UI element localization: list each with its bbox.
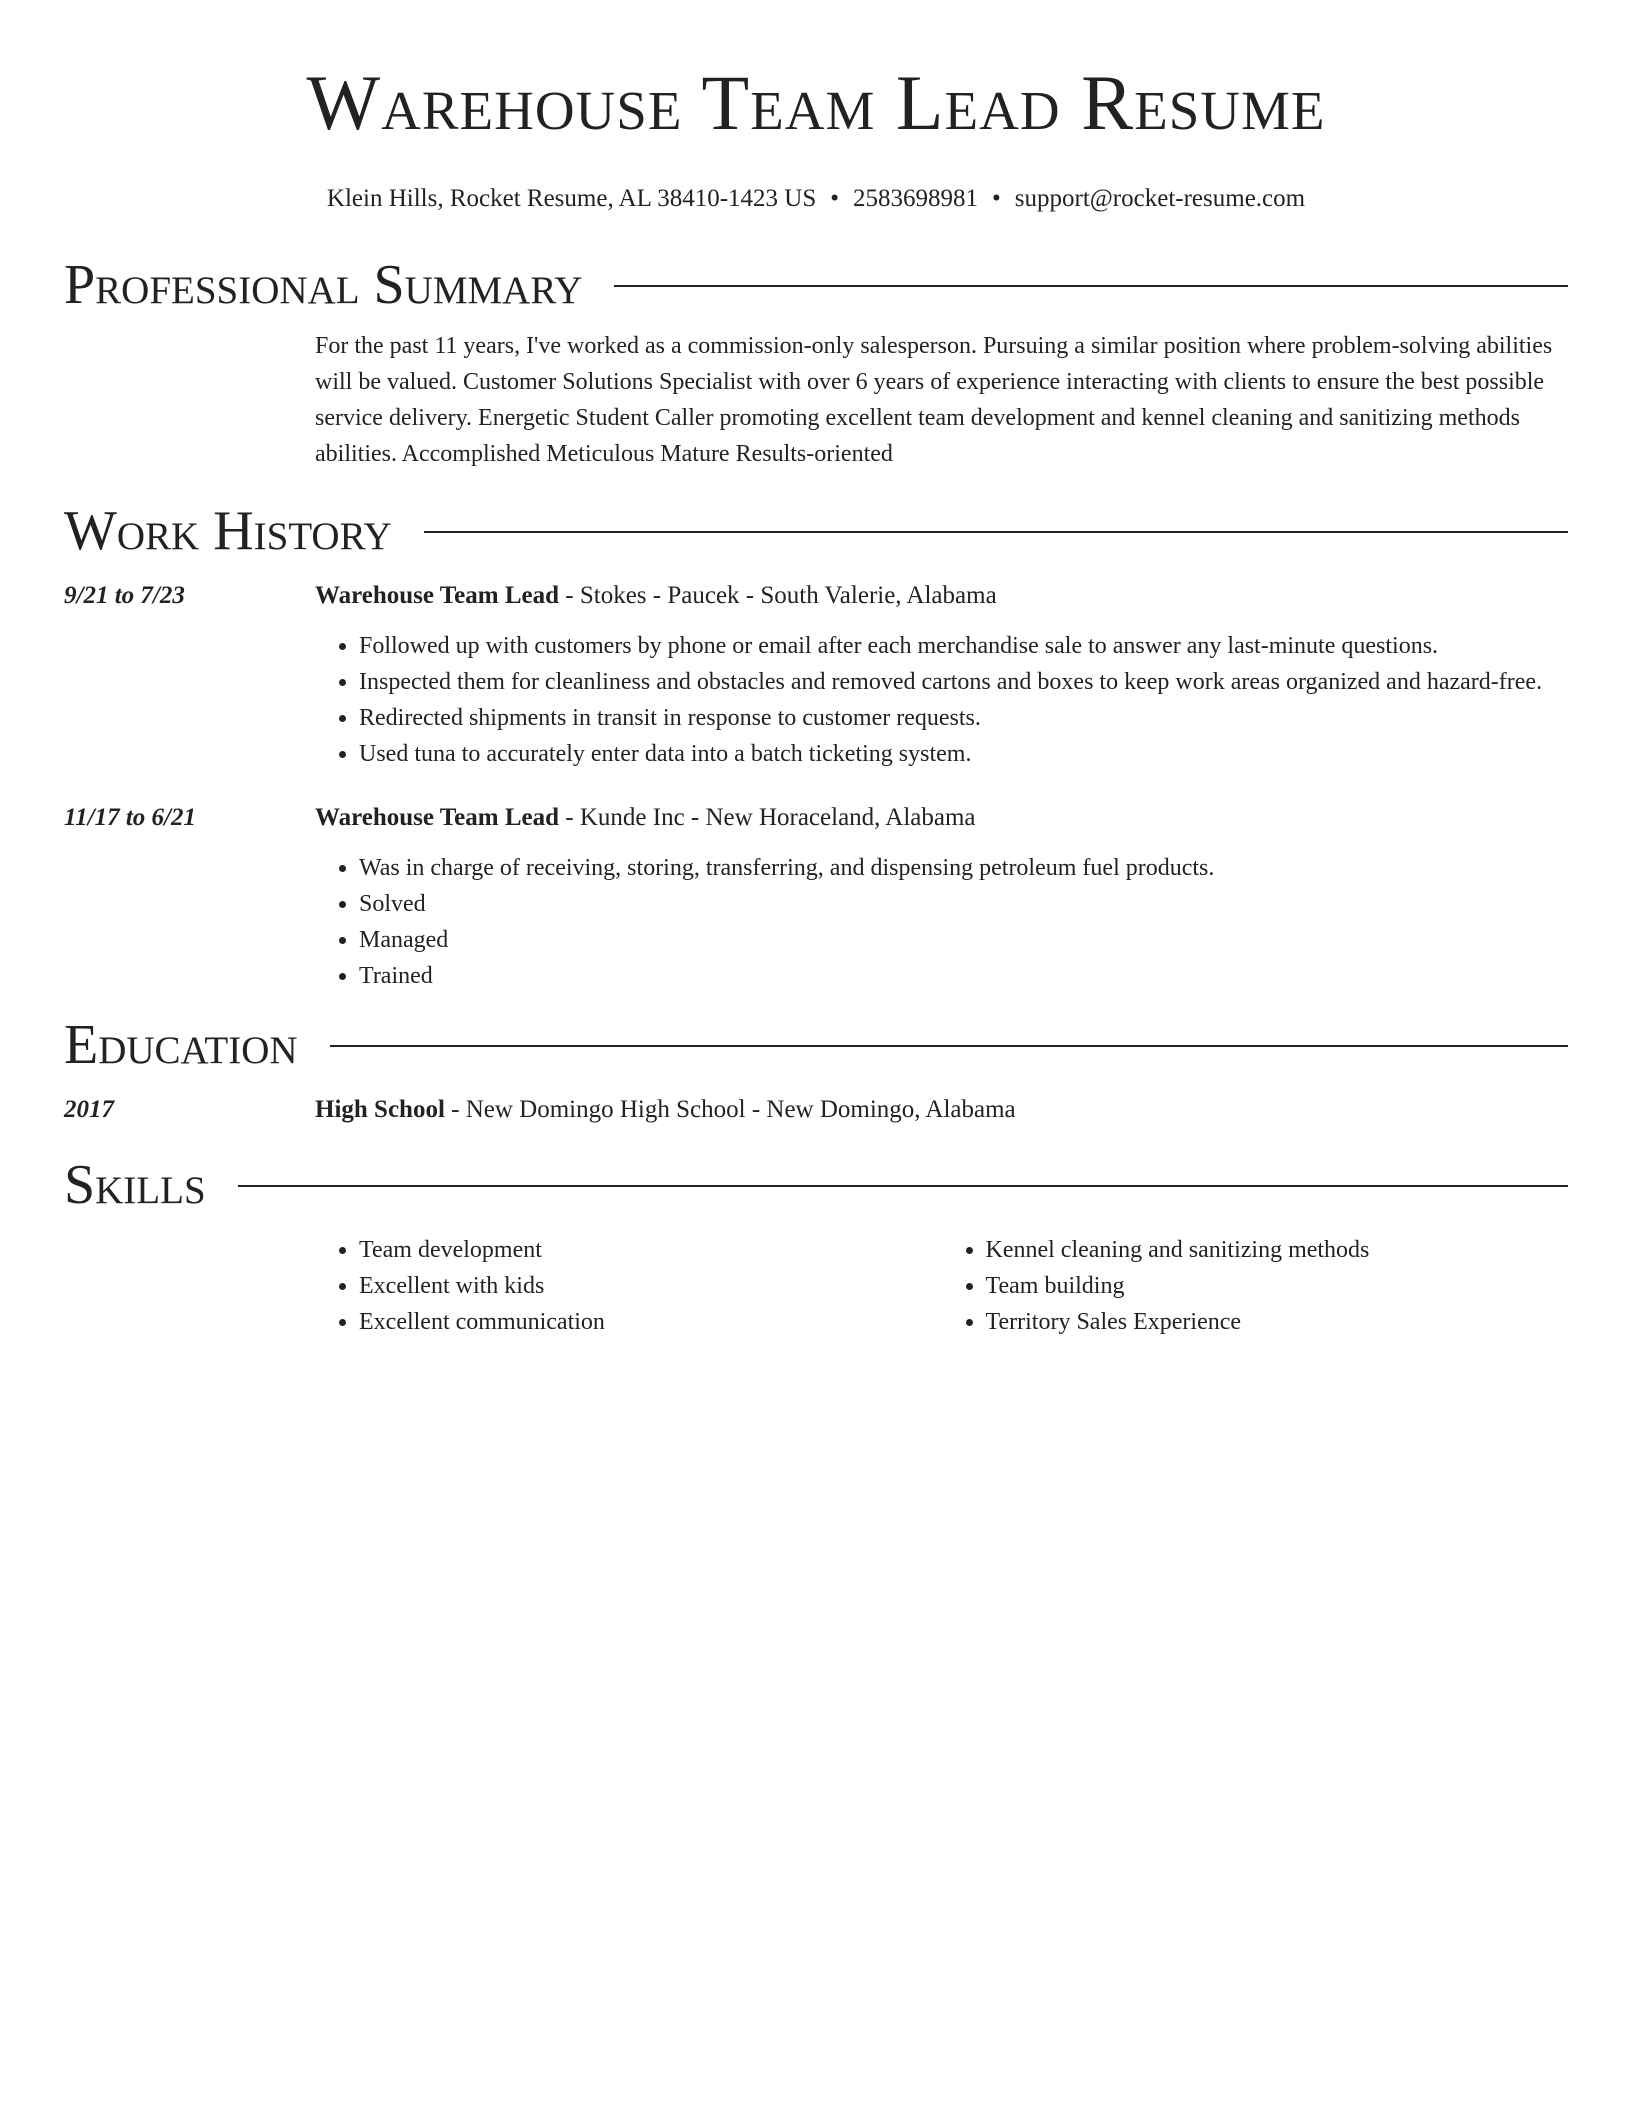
job-heading — [315, 578, 1568, 614]
skill-item: • Territory Sales Experience — [986, 1304, 1569, 1340]
skill-item: • Team building — [986, 1268, 1569, 1304]
summary-row — [64, 328, 1568, 472]
job-title: Warehouse Team Lead — [315, 804, 560, 831]
skills-section-header — [64, 1154, 1568, 1216]
job-bullets — [315, 628, 1568, 772]
summary-text: For the past 11 years, I've worked as a commission-only salesperson. Pursuing a similar position where problem-solving abilities will be valued. Customer Solutions Specialist with over 6 years of experience interacting with clients to ensure the best possible service delivery. Energetic Student Caller promoting excellent team development and kennel cleaning and sanitizing methods abilities. Accomplished Meticulous Mature Results-oriented — [315, 333, 1553, 467]
contact-phone: 2583698981 — [853, 185, 979, 212]
skill-item: • Excellent communication — [359, 1304, 942, 1340]
job-dates: 11/17 to 6/21 — [64, 804, 196, 831]
contact-separator: • — [992, 185, 1001, 212]
resume-title: Warehouse Team Lead Resume — [306, 59, 1326, 146]
section-divider — [424, 531, 1568, 533]
job-bullet: • Inspected them for cleanliness and obstacles and removed cartons and boxes to keep work areas organized and hazard-free. — [359, 664, 1568, 700]
job-dates: 9/21 to 7/23 — [64, 582, 185, 609]
job-details: - Kunde Inc - New Horaceland, Alabama — [559, 804, 976, 831]
summary-section-header — [64, 254, 1568, 316]
work-section-header — [64, 500, 1568, 562]
job-body — [315, 800, 1568, 994]
work-heading: Work History — [64, 500, 392, 562]
job-entry — [64, 578, 1568, 772]
job-body — [315, 578, 1568, 772]
job-entry — [64, 800, 1568, 994]
section-divider — [614, 285, 1568, 287]
education-body — [315, 1092, 1568, 1128]
skills-left-spacer — [64, 1232, 315, 1340]
education-details: - New Domingo High School - New Domingo, Alabama — [444, 1096, 1016, 1123]
section-divider — [330, 1045, 1568, 1047]
contact-email: support@rocket-resume.com — [1014, 185, 1306, 212]
contact-separator: • — [830, 185, 840, 212]
skill-item: • Kennel cleaning and sanitizing methods — [986, 1232, 1569, 1268]
contact-line — [64, 184, 1568, 214]
skills-heading: Skills — [64, 1154, 206, 1216]
job-bullet: • Was in charge of receiving, storing, transferring, and dispensing petroleum fuel products. — [359, 850, 1568, 886]
skill-item: • Team development — [359, 1232, 942, 1268]
job-bullet: • Used tuna to accurately enter data into a batch ticketing system. — [359, 736, 1568, 772]
skills-column-right — [942, 1232, 1569, 1340]
education-section-header — [64, 1014, 1568, 1076]
education-heading: Education — [64, 1014, 298, 1076]
section-divider — [238, 1185, 1568, 1187]
summary-left-spacer — [64, 328, 315, 472]
skills-column-left — [315, 1232, 942, 1340]
job-bullet: • Trained — [359, 958, 1568, 994]
job-bullets — [315, 850, 1568, 994]
education-year: 2017 — [64, 1096, 114, 1123]
job-details: - Stokes - Paucek - South Valerie, Alabama — [559, 582, 997, 609]
job-bullet: • Redirected shipments in transit in response to customer requests. — [359, 700, 1568, 736]
skills-grid — [315, 1232, 1568, 1340]
job-bullet: • Managed — [359, 922, 1568, 958]
job-bullet: • Followed up with customers by phone or email after each merchandise sale to answer any last-minute questions. — [359, 628, 1568, 664]
job-bullet: • Solved — [359, 886, 1568, 922]
job-title: Warehouse Team Lead — [315, 582, 560, 609]
education-entry — [64, 1092, 1568, 1128]
contact-address: Klein Hills, Rocket Resume, AL 38410-1423 US — [326, 185, 817, 212]
education-degree: High School — [315, 1096, 445, 1123]
skills-row — [64, 1232, 1568, 1340]
summary-heading: Professional Summary — [64, 254, 583, 316]
skill-item: • Excellent with kids — [359, 1268, 942, 1304]
job-heading — [315, 800, 1568, 836]
